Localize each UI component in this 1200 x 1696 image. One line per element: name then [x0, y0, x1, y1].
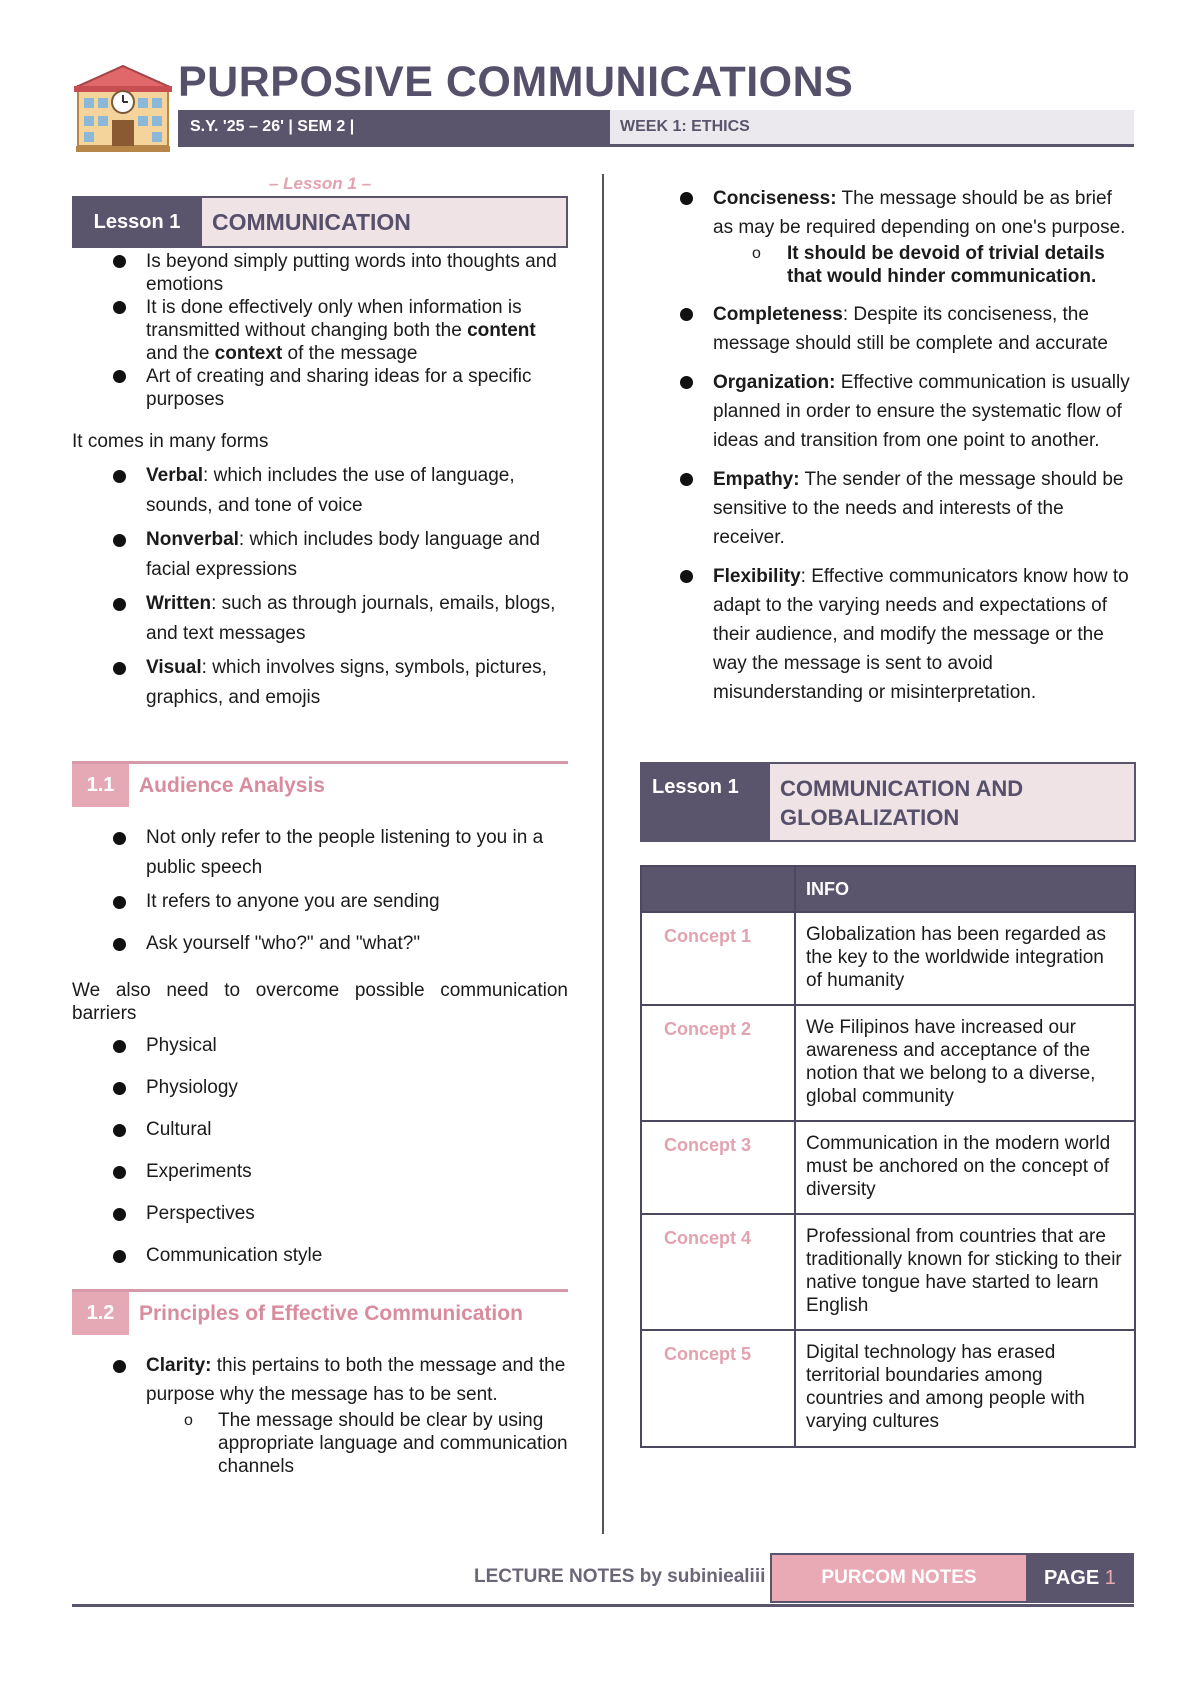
section-number: 1.1 [72, 764, 129, 807]
document-title: PURPOSIVE COMMUNICATIONS [178, 58, 854, 106]
conciseness-sub-item: o It should be devoid of trivial details that would hinder communication. [752, 243, 1105, 287]
page-label: PAGE [1044, 1567, 1100, 1589]
bullet-icon [680, 308, 693, 321]
lesson-name: COMMUNICATION [202, 196, 568, 248]
table-row [641, 1330, 1135, 1447]
bullet-icon [680, 192, 693, 205]
bullet-icon [113, 1166, 126, 1179]
list-item: It is done effectively only when information is transmitted without changing both the content and the context of the message [72, 296, 568, 365]
list-item: Ask yourself "who?" and "what?" [72, 929, 568, 959]
bullet-icon [113, 534, 126, 547]
clarity-bullet [72, 1351, 568, 1409]
list-item: Conciseness: The message should be as brief as may be required depending on one's purpose. [640, 184, 1136, 242]
list-item: Verbal: which includes the use of language, sounds, and tone of voice [72, 461, 568, 521]
list-item: Is beyond simply putting words into thoughts and emotions [72, 250, 568, 296]
communication-bullets [72, 250, 568, 411]
bullet-icon [680, 376, 693, 389]
concept-text: Communication in the modern world must be anchored on the concept of diversity [795, 1121, 1135, 1214]
concept-text: We Filipinos have increased our awareness and acceptance of the notion that we belong to a diverse, global community [795, 1005, 1135, 1121]
lesson-tag: Lesson 1 [72, 196, 202, 248]
bullet-icon [113, 301, 126, 314]
table-header-row [641, 866, 1135, 912]
bullet-icon [113, 938, 126, 951]
lesson-name: COMMUNICATION AND GLOBALIZATION [770, 762, 1136, 842]
principles-list [640, 184, 1136, 242]
bullet-icon [113, 1124, 126, 1137]
concept-label: Concept 5 [641, 1330, 795, 1447]
lesson-caption: – Lesson 1 – [268, 174, 372, 193]
footer-divider [72, 1604, 1134, 1607]
section-audience-analysis [72, 761, 568, 807]
list-item: Clarity: this pertains to both the message and the purpose why the message has to be sent. [72, 1351, 568, 1409]
list-item: Experiments [72, 1157, 568, 1187]
audience-bullets [72, 823, 568, 959]
bullet-icon [113, 1250, 126, 1263]
section-title: Audience Analysis [139, 773, 325, 797]
table-header-info: INFO [795, 866, 1135, 912]
table-row [641, 1005, 1135, 1121]
concept-label: Concept 2 [641, 1005, 795, 1121]
list-item: Nonverbal: which includes body language and facial expressions [72, 525, 568, 585]
school-building-icon [74, 64, 172, 154]
table-row [641, 1214, 1135, 1330]
section-title: Principles of Effective Communication [139, 1301, 523, 1325]
lesson-header [72, 196, 568, 248]
footer-page-indicator [1028, 1553, 1134, 1603]
list-item: Communication style [72, 1241, 568, 1271]
left-column [72, 174, 568, 1478]
concept-label: Concept 4 [641, 1214, 795, 1330]
principles-list-cont [640, 300, 1136, 707]
barriers-list [72, 1031, 568, 1271]
list-item: It refers to anyone you are sending [72, 887, 568, 917]
barriers-intro: We also need to overcome possible communication barriers [72, 980, 568, 1024]
list-item: Physiology [72, 1073, 568, 1103]
bullet-icon [113, 832, 126, 845]
bullet-icon [113, 370, 126, 383]
bullet-icon [113, 662, 126, 675]
concept-label: Concept 1 [641, 912, 795, 1005]
lesson-tag: Lesson 1 [640, 762, 770, 842]
bullet-icon [680, 473, 693, 486]
term-label: S.Y. '25 – 26' | SEM 2 | [178, 110, 610, 144]
bullet-icon [113, 1040, 126, 1053]
clarity-sub-item: o The message should be clear by using appropriate language and communication channels [184, 1410, 568, 1477]
bullet-icon [113, 255, 126, 268]
week-label: WEEK 1: ETHICS [610, 110, 1134, 144]
list-item: Art of creating and sharing ideas for a specific purposes [72, 365, 568, 411]
table-row [641, 912, 1135, 1005]
right-column [640, 184, 1136, 707]
concept-label: Concept 3 [641, 1121, 795, 1214]
list-item: Visual: which involves signs, symbols, pictures, graphics, and emojis [72, 653, 568, 713]
concept-text: Professional from countries that are traditionally known for sticking to their native tongue have started to learn English [795, 1214, 1135, 1330]
bullet-icon [680, 570, 693, 583]
concept-text: Globalization has been regarded as the key to the worldwide integration of humanity [795, 912, 1135, 1005]
circle-bullet-icon: o [752, 245, 761, 262]
list-item: Completeness: Despite its conciseness, the message should still be complete and accurate [640, 300, 1136, 358]
bullet-icon [113, 598, 126, 611]
header-divider [178, 144, 1134, 147]
list-item: Written: such as through journals, emails, blogs, and text messages [72, 589, 568, 649]
list-item: Empathy: The sender of the message should be sensitive to the needs and interests of the receiver. [640, 465, 1136, 552]
bullet-icon [113, 896, 126, 909]
concept-text: Digital technology has erased territorial boundaries among countries and among people with varying cultures [795, 1330, 1135, 1447]
list-item: Flexibility: Effective communicators know how to adapt to the varying needs and expectations of their audience, and modify the message or the way the message is sent to avoid misunderstanding or misinterpretation. [640, 562, 1136, 707]
circle-bullet-icon: o [184, 1412, 193, 1429]
list-item: Physical [72, 1031, 568, 1061]
list-item: Cultural [72, 1115, 568, 1145]
table-header-empty [641, 866, 795, 912]
section-principles [72, 1289, 568, 1335]
bullet-icon [113, 1208, 126, 1221]
list-item: Organization: Effective communication is usually planned in order to ensure the systematic flow of ideas and transition from one point to another. [640, 368, 1136, 455]
column-divider [602, 174, 604, 1534]
list-item: Perspectives [72, 1199, 568, 1229]
footer-credit: LECTURE NOTES by subiniealiii [474, 1566, 766, 1587]
section-number: 1.2 [72, 1292, 129, 1335]
page-number: 1 [1104, 1567, 1116, 1589]
lesson-header-globalization [640, 762, 1136, 842]
forms-list [72, 461, 568, 713]
concepts-table [640, 865, 1136, 1448]
bullet-icon [113, 1360, 126, 1373]
bullet-icon [113, 470, 126, 483]
footer-purcom-badge: PURCOM NOTES [770, 1553, 1028, 1603]
forms-intro: It comes in many forms [72, 431, 269, 452]
bullet-icon [113, 1082, 126, 1095]
list-item: Not only refer to the people listening to you in a public speech [72, 823, 568, 883]
table-row [641, 1121, 1135, 1214]
